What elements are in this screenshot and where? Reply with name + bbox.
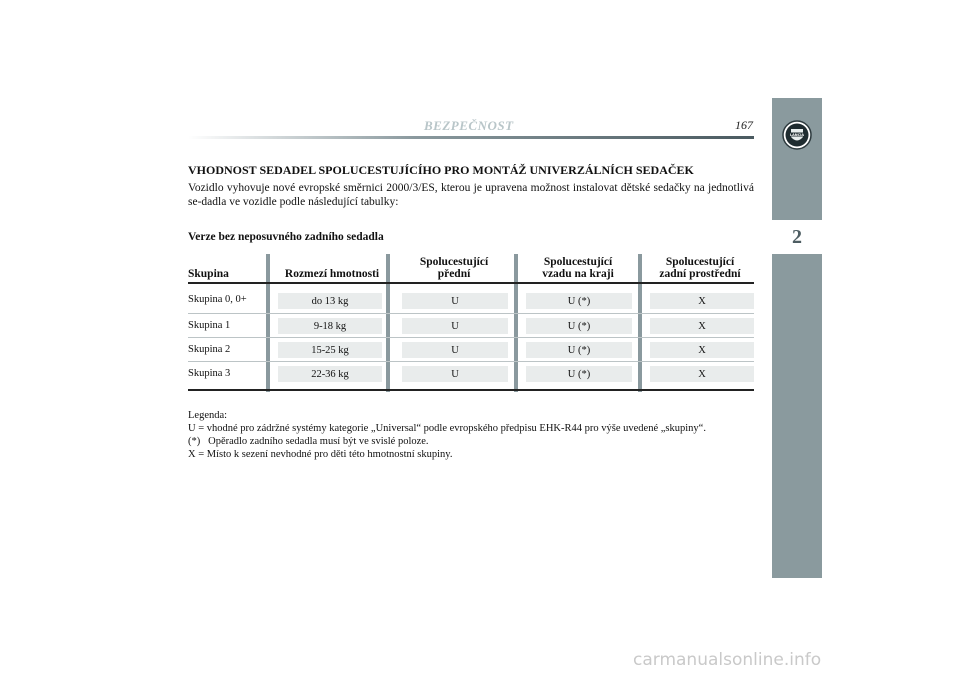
legend-line-x: X = Místo k sezení nevhodné pro děti této hmotnostní skupiny. [188, 449, 453, 460]
cell-rear-middle: X [650, 318, 754, 334]
main-heading: VHODNOST SEDADEL SPOLUCESTUJÍCÍHO PRO MONTÁŽ UNIVERZÁLNÍCH SEDAČEK [188, 163, 694, 177]
cell-weight: 15-25 kg [278, 342, 382, 358]
watermark: carmanualsonline.info [633, 650, 822, 670]
row-group-label: Skupina 3 [188, 368, 231, 379]
cell-rear-middle: X [650, 293, 754, 309]
column-separator [638, 254, 642, 392]
section-title: BEZPEČNOST [424, 118, 514, 133]
header-rule [188, 136, 754, 139]
intro-paragraph: Vozidlo vyhovuje nové evropské směrnici 2000/3/ES, kterou je upravena možnost instalovat dětské sedačky na jednotlivá se-dadla ve vozidle podle následující tabulky: [188, 182, 754, 208]
cell-weight: 9-18 kg [278, 318, 382, 334]
column-separator [266, 254, 270, 392]
header-rear-middle-line2: zadní prostřední [659, 268, 741, 280]
chapter-side-tab [772, 98, 822, 578]
legend-title: Legenda: [188, 410, 228, 421]
column-separator [514, 254, 518, 392]
row-divider [188, 337, 754, 338]
legend-line-u: U = vhodné pro zádržné systémy kategorie „Universal“ podle evropského předpisu EHK-R44 pro výše uvedené „skupiny“. [188, 423, 706, 434]
cell-rear-side: U (*) [526, 318, 632, 334]
legend-line-asterisk: (*) Opěradlo zadního sedadla musí být ve svislé poloze. [188, 436, 429, 447]
header-weight: Rozmezí hmotnosti [284, 268, 380, 280]
row-divider [188, 313, 754, 314]
header-rear-side-line2: vzadu na kraji [542, 268, 614, 280]
header-front-line2: přední [437, 268, 471, 280]
header-group: Skupina [188, 268, 229, 280]
table-title: Verze bez neposuvného zadního sedadla [188, 231, 384, 243]
cell-front: U [402, 318, 508, 334]
cell-front: U [402, 293, 508, 309]
row-group-label: Skupina 0, 0+ [188, 294, 247, 305]
row-divider [188, 361, 754, 362]
header-rear-side-line1: Spolucestující [543, 256, 613, 268]
row-group-label: Skupina 1 [188, 320, 231, 331]
cell-weight: do 13 kg [278, 293, 382, 309]
legend [188, 409, 706, 461]
cell-rear-side: U (*) [526, 366, 632, 382]
cell-rear-side: U (*) [526, 293, 632, 309]
table-rule-bottom [188, 389, 754, 391]
cell-rear-middle: X [650, 366, 754, 382]
header-front-line1: Spolucestující [419, 256, 489, 268]
seat-suitability-table [188, 254, 754, 394]
page-number: 167 [735, 118, 753, 132]
row-group-label: Skupina 2 [188, 344, 231, 355]
chapter-number: 2 [792, 225, 802, 248]
cell-front: U [402, 342, 508, 358]
cell-rear-side: U (*) [526, 342, 632, 358]
cell-rear-middle: X [650, 342, 754, 358]
header-rear-middle-line1: Spolucestující [665, 256, 735, 268]
logo-text: LANCIA [790, 132, 804, 137]
lancia-shield-icon [782, 120, 812, 150]
cell-front: U [402, 366, 508, 382]
header-rule-top [188, 282, 754, 284]
column-separator [386, 254, 390, 392]
chapter-number-box [772, 220, 822, 254]
cell-weight: 22-36 kg [278, 366, 382, 382]
